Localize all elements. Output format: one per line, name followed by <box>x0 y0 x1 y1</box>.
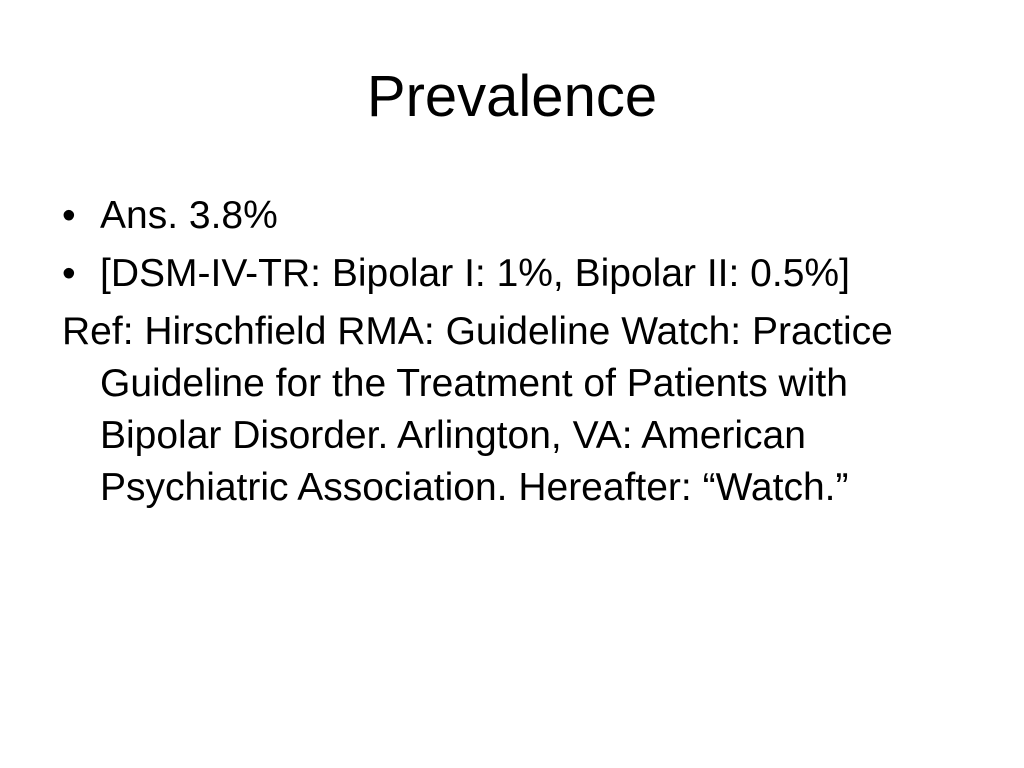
bullet-item-dsm <box>62 248 962 300</box>
reference-text: Ref: Hirschfield RMA: Guideline Watch: Practice Guideline for the Treatment of Patients with Bipolar Disorder. Arlington, VA: American Psychiatric Association. Hereafter: “Watch.” <box>62 310 893 509</box>
bullet-text: [DSM-IV-TR: Bipolar I: 1%, Bipolar II: 0.5%] <box>100 252 850 295</box>
bullet-item-answer <box>62 190 962 242</box>
bullet-icon: • <box>62 252 76 295</box>
bullet-list <box>62 190 962 300</box>
bullet-text: Ans. 3.8% <box>100 194 278 237</box>
slide-title: Prevalence <box>366 64 658 129</box>
slide-body <box>62 190 962 514</box>
bullet-icon: • <box>62 194 76 237</box>
